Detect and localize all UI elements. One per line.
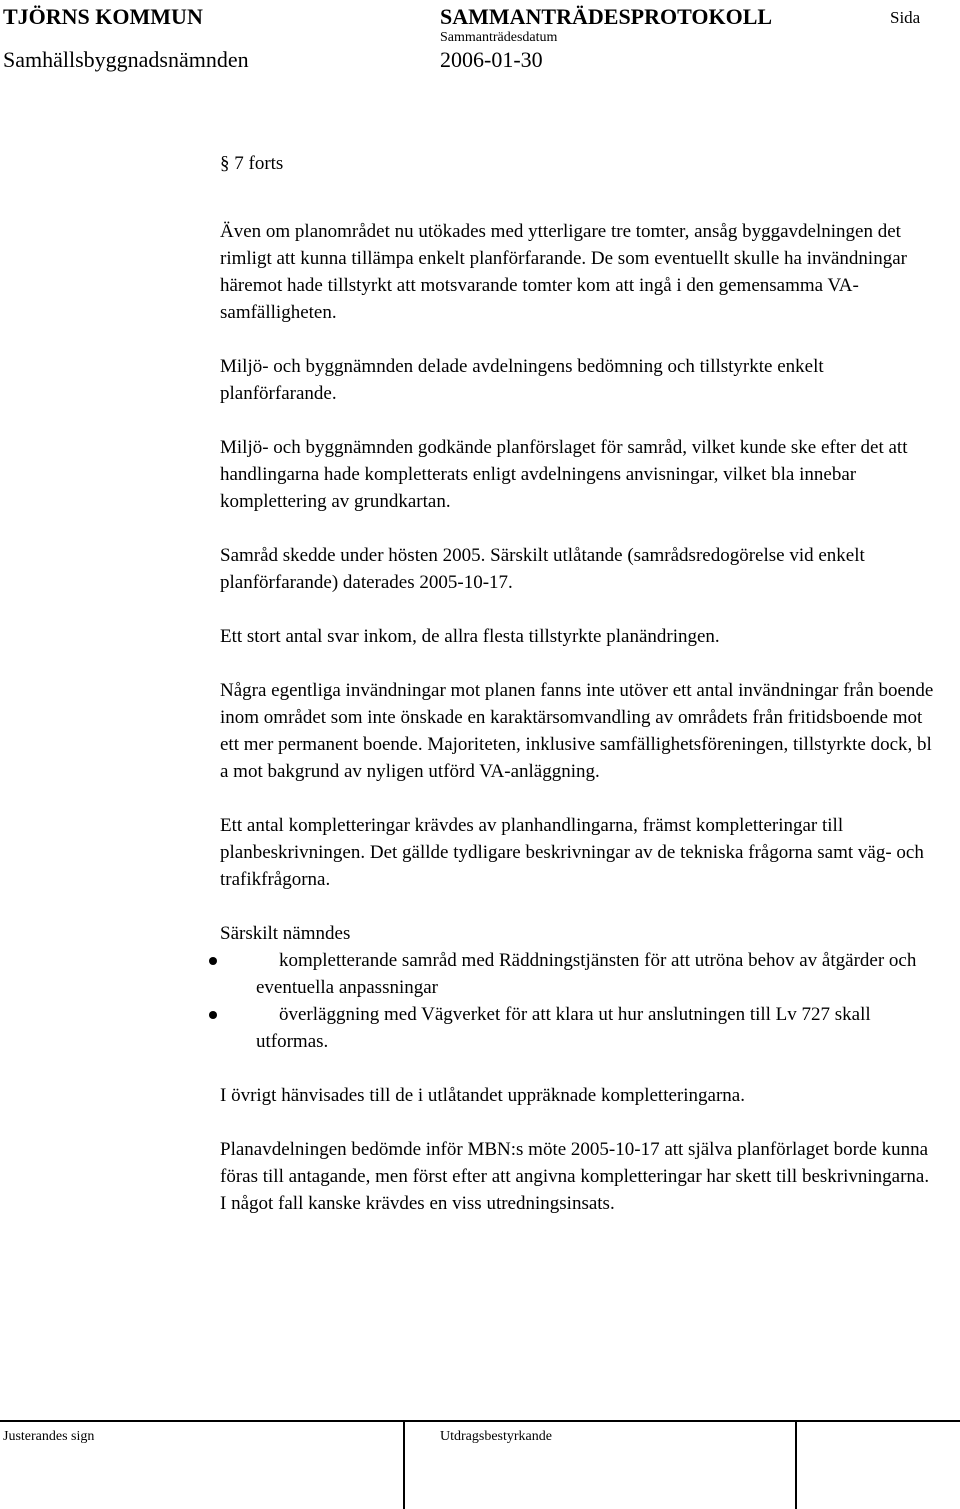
meeting-date-label: Sammanträdesdatum: [440, 30, 558, 45]
list-item-text: kompletterande samråd med Räddningstjänsten för att utröna behov av åtgärder och eventuella anpassningar: [256, 950, 917, 998]
page-label: Sida: [890, 8, 921, 27]
list-item: [220, 947, 935, 1001]
list-item-text: överläggning med Vägverket för att klara ut hur anslutningen till Lv 727 skall utformas.: [256, 1004, 871, 1052]
organization-name: TJÖRNS KOMMUN: [3, 4, 203, 29]
meeting-date: 2006-01-30: [440, 47, 543, 72]
footer-divider: [403, 1421, 405, 1509]
footer-divider: [795, 1421, 797, 1509]
bullet-icon: [209, 957, 217, 965]
justerandes-sign-label: Justerandes sign: [3, 1429, 95, 1444]
paragraph: Samråd skedde under hösten 2005. Särskilt utlåtande (samrådsredogörelse vid enkelt planförfarande) daterades 2005-10-17.: [220, 545, 865, 593]
paragraph: Miljö- och byggnämnden delade avdelningens bedömning och tillstyrkte enkelt planförfarande.: [220, 356, 824, 404]
paragraph: Ett stort antal svar inkom, de allra flesta tillstyrkte planändringen.: [220, 626, 720, 647]
document-type: SAMMANTRÄDESPROTOKOLL: [440, 4, 773, 29]
list-item: [220, 1001, 935, 1055]
bullet-icon: [209, 1011, 217, 1019]
utdragsbestyrkande-label: Utdragsbestyrkande: [440, 1429, 552, 1444]
paragraph: Några egentliga invändningar mot planen fanns inte utöver ett antal invändningar från boende inom området som inte önskade en karaktärsomvandling av områdets från fritidsboende mot ett mer permanent boende. Majoriteten, inklusive samfällighetsföreningen, tillstyrkte dock, bl a mot bakgrund av nyligen utförd VA-anläggning.: [220, 680, 934, 782]
paragraph: Miljö- och byggnämnden godkände planförslaget för samråd, vilket kunde ske efter det att handlingarna hade kompletterats enligt avdelningens anvisningar, vilket bla innebar komplettering av grundkartan.: [220, 437, 908, 512]
paragraph: Även om planområdet nu utökades med ytterligare tre tomter, ansåg byggavdelningen det rimligt att kunna tillämpa enkelt planförfarande. De som eventuellt skulle ha invändningar häremot hade tillstyrkt att motsvarande tomter kom att ingå i den gemensamma VA-samfälligheten.: [220, 221, 907, 323]
paragraph: Planavdelningen bedömde inför MBN:s möte 2005-10-17 att själva planförlaget borde kunna föras till antagande, men först efter att angivna kompletteringar har skett till beskrivningarna. I något fall kanske krävdes en viss utredningsinsats.: [220, 1139, 930, 1214]
list-intro: Särskilt nämndes: [220, 923, 351, 944]
footer-rule: [0, 1420, 960, 1422]
paragraph: Ett antal kompletteringar krävdes av planhandlingarna, främst kompletteringar till planbeskrivningen. Det gällde tydligare beskrivningar av de tekniska frågorna samt väg- och trafikfrågorna.: [220, 815, 924, 890]
bullet-list: [220, 947, 935, 1055]
section-heading: § 7 forts: [220, 153, 284, 174]
paragraph: I övrigt hänvisades till de i utlåtandet uppräknade kompletteringarna.: [220, 1085, 745, 1106]
protocol-body: [220, 150, 935, 1244]
committee-name: Samhällsbyggnadsnämnden: [3, 47, 249, 72]
